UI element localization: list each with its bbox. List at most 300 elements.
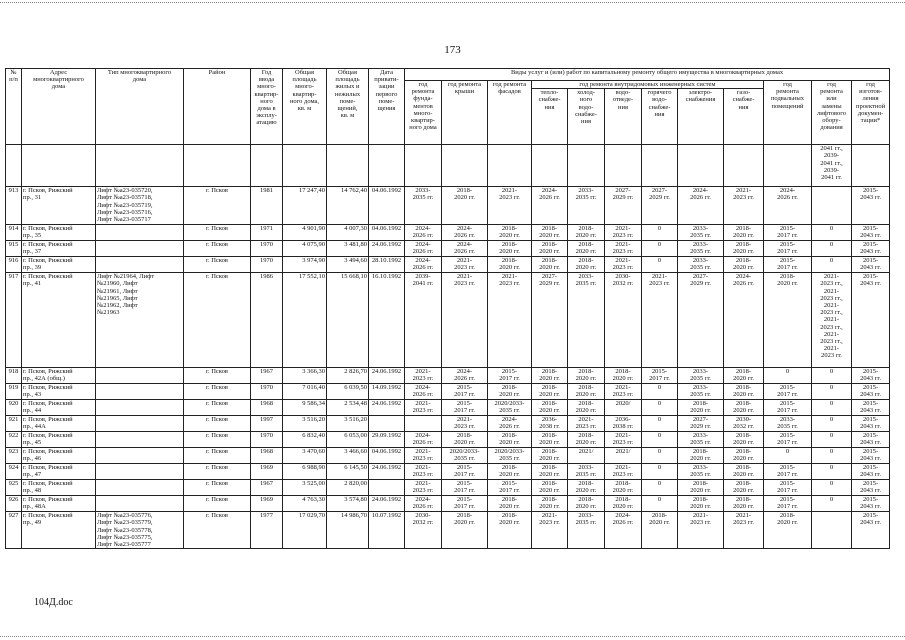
cell-roof: 2024- 2026 гг.: [442, 368, 488, 384]
header-living-area: Общая площадь жилых и нежилых поме- щений, кв. м: [327, 69, 369, 145]
cell-district: г. Псков: [184, 400, 251, 416]
cell-hot-water: 0: [642, 416, 678, 432]
cell-heat: 2018- 2020 гг.: [532, 384, 568, 400]
cell-type: [96, 241, 184, 257]
cell-living-area: 3 481,80: [327, 241, 369, 257]
cell-heat: 2036- 2038 гг.: [532, 416, 568, 432]
cell-address: г. Псков, Рижский пр., 39: [22, 257, 96, 273]
cell-electric: 2018- 2020 гг.: [678, 448, 724, 464]
cell-basement: 2018- 2020 гг.: [764, 512, 812, 549]
cell-basement: 2015- 2017 гг.: [764, 464, 812, 480]
cell-gas: 2018- 2020 гг.: [724, 225, 764, 241]
cell-district: г. Псков: [184, 273, 251, 368]
cell-hot-water: 0: [642, 464, 678, 480]
cell-cold-water: 2018- 2020 гг.: [568, 368, 605, 384]
cell-district: г. Псков: [184, 432, 251, 448]
cell-basement: 2015- 2017 гг.: [764, 241, 812, 257]
cell-heat: 2018- 2020 гг.: [532, 225, 568, 241]
cell-num: 925: [6, 480, 22, 496]
cell-foundation: 2021- 2023 гг.: [405, 400, 442, 416]
cell-type: [96, 257, 184, 273]
cell-docs: 2015- 2043 гг.: [852, 187, 890, 225]
cell-type: [96, 448, 184, 464]
cell-foundation: 2021- 2023 гг.: [405, 480, 442, 496]
cell-num: 921: [6, 416, 22, 432]
cell-priv-date: 24.06.1992: [369, 400, 405, 416]
cell-living-area: 2 826,70: [327, 368, 369, 384]
header-docs: год изготов- ления проектной докумен- тации*: [852, 81, 890, 145]
cell-num: 918: [6, 368, 22, 384]
cell-total-area: 3 470,60: [283, 448, 327, 464]
cell-foundation: 2039- 2041 гг.: [405, 273, 442, 368]
cell-type: Лифт №а23-035776, Лифт №а23-035779, Лифт №а23-035778, Лифт №а23-035775, Лифт №а23-035777: [96, 512, 184, 549]
cell-elevator: 0: [812, 432, 852, 448]
header-heat: тепло- снабже- ния: [532, 89, 568, 145]
cell-drainage: 2018- 2020 гг.: [605, 368, 642, 384]
cell-living-area: 2 820,00: [327, 480, 369, 496]
cell-roof: 2015- 2017 гг.: [442, 496, 488, 512]
cell-roof: 2024- 2026 гг.: [442, 241, 488, 257]
cell-type: [96, 368, 184, 384]
header-roof: год ремонта крыши: [442, 81, 488, 145]
cell-district: г. Псков: [184, 512, 251, 549]
cell-address: г. Псков, Рижский пр., 49: [22, 512, 96, 549]
cell-elevator: 0: [812, 416, 852, 432]
cell-address: г. Псков, Рижский пр., 47: [22, 464, 96, 480]
cell-living-area: 6 145,50: [327, 464, 369, 480]
cell-heat: 2018- 2020 гг.: [532, 464, 568, 480]
cell-gas: 2018- 2020 гг.: [724, 464, 764, 480]
cell-address: г. Псков, Рижский пр., 43: [22, 384, 96, 400]
cell-facade: 2020/2033- 2035 гг.: [488, 448, 532, 464]
cell-year: 1970: [251, 384, 283, 400]
cell-priv-date: 10.07.1992: [369, 512, 405, 549]
cell-foundation: 2030- 2032 гг.: [405, 512, 442, 549]
cell-drainage: 2021- 2023 гг.: [605, 257, 642, 273]
header-hot-water: горячего водо- снабже- ния: [642, 89, 678, 145]
cell-elevator: 0: [812, 480, 852, 496]
cell-basement: 2015- 2017 гг.: [764, 225, 812, 241]
cell-gas: 2021- 2023 гг.: [724, 512, 764, 549]
cell-facade: 2018- 2020 гг.: [488, 257, 532, 273]
cell-priv-date: 04.06.1992: [369, 225, 405, 241]
cell-type: [96, 464, 184, 480]
table-row: [6, 448, 890, 464]
cell-elevator: 0: [812, 241, 852, 257]
cell-heat: 2021- 2023 гг.: [532, 512, 568, 549]
header-electric: электро- снабжения: [678, 89, 724, 145]
header-privatization-date: Дата привати- зации первого поме- щения: [369, 69, 405, 145]
cell-facade: 2018- 2020 гг.: [488, 496, 532, 512]
cell-hot-water: 0: [642, 432, 678, 448]
cell-electric: 2033- 2035 гг.: [678, 241, 724, 257]
scan-edge-top: [0, 2, 905, 3]
cell-year: 1997: [251, 416, 283, 432]
continuation-elevator-cell: 2041 гг., 2039- 2041 гг., 2039- 2041 гг.: [812, 145, 852, 187]
cell-total-area: 3 974,90: [283, 257, 327, 273]
cell-district: г. Псков: [184, 225, 251, 241]
cell-living-area: 3 574,80: [327, 496, 369, 512]
cell-drainage: 2018- 2020 гг.: [605, 480, 642, 496]
cell-district: г. Псков: [184, 496, 251, 512]
cell-year: 1977: [251, 512, 283, 549]
cell-cold-water: 2033- 2035 гг.: [568, 187, 605, 225]
cell-address: г. Псков, Рижский пр., 41: [22, 273, 96, 368]
cell-cold-water: 2018- 2020 гг.: [568, 400, 605, 416]
table-row: [6, 368, 890, 384]
cell-priv-date: 24.06.1992: [369, 241, 405, 257]
cell-living-area: 3 516,20: [327, 416, 369, 432]
cell-district: г. Псков: [184, 480, 251, 496]
table-row: [6, 432, 890, 448]
cell-heat: 2018- 2020 гг.: [532, 400, 568, 416]
table-row: [6, 464, 890, 480]
cell-docs: 2015- 2043 гг.: [852, 257, 890, 273]
cell-electric: 2033- 2035 гг.: [678, 384, 724, 400]
cell-basement: 2015- 2017 гг.: [764, 432, 812, 448]
cell-address: г. Псков, Рижский пр., 48А: [22, 496, 96, 512]
cell-basement: 2015- 2017 гг.: [764, 496, 812, 512]
cell-district: г. Псков: [184, 241, 251, 257]
cell-foundation: 2024- 2026 гг.: [405, 225, 442, 241]
cell-foundation: 2024- 2026 гг.: [405, 241, 442, 257]
cell-hot-water: 2021- 2023 гг.: [642, 273, 678, 368]
cell-gas: 2018- 2020 гг.: [724, 257, 764, 273]
cell-docs: 2015- 2043 гг.: [852, 273, 890, 368]
cell-facade: 2018- 2020 гг.: [488, 512, 532, 549]
cell-hot-water: 0: [642, 400, 678, 416]
cell-docs: 2015- 2043 гг.: [852, 464, 890, 480]
header-gas: газо- снабже- ния: [724, 89, 764, 145]
cell-roof: 2020/2033- 2035 гг.: [442, 448, 488, 464]
header-facade: год ремонта фасадов: [488, 81, 532, 145]
cell-year: 1968: [251, 400, 283, 416]
cell-year: 1968: [251, 448, 283, 464]
cell-elevator: 0: [812, 368, 852, 384]
header-district: Район: [184, 69, 251, 145]
cell-heat: 2027- 2029 гг.: [532, 273, 568, 368]
cell-total-area: 7 016,40: [283, 384, 327, 400]
cell-roof: 2018- 2020 гг.: [442, 187, 488, 225]
cell-roof: 2015- 2017 гг.: [442, 480, 488, 496]
cell-docs: 2015- 2043 гг.: [852, 432, 890, 448]
cell-priv-date: [369, 480, 405, 496]
cell-total-area: 4 075,90: [283, 241, 327, 257]
cell-gas: 2021- 2023 гг.: [724, 187, 764, 225]
cell-electric: 2033- 2035 гг.: [678, 432, 724, 448]
cell-cold-water: 2021- 2023 гг.: [568, 416, 605, 432]
cell-docs: 2015- 2043 гг.: [852, 368, 890, 384]
cell-drainage: 2018- 2020 гг.: [605, 496, 642, 512]
cell-living-area: 15 668,10: [327, 273, 369, 368]
table-row: [6, 512, 890, 549]
cell-facade: 2015- 2017 гг.: [488, 368, 532, 384]
cell-address: г. Псков, Рижский пр., 44: [22, 400, 96, 416]
cell-basement: 2015- 2017 гг.: [764, 384, 812, 400]
cell-facade: 2024- 2026 гг.: [488, 416, 532, 432]
cell-electric: 2027- 2029 гг.: [678, 273, 724, 368]
cell-cold-water: 2021/: [568, 448, 605, 464]
header-basement: год ремонта подвальных помещений: [764, 81, 812, 145]
table-row: [6, 187, 890, 225]
cell-elevator: 0: [812, 496, 852, 512]
cell-total-area: 3 525,00: [283, 480, 327, 496]
cell-district: г. Псков: [184, 448, 251, 464]
cell-roof: 2021- 2023 гг.: [442, 257, 488, 273]
cell-drainage: 2021- 2023 гг.: [605, 225, 642, 241]
cell-drainage: 2030- 2032 гг.: [605, 273, 642, 368]
cell-heat: 2024- 2026 гг.: [532, 187, 568, 225]
cell-type: [96, 496, 184, 512]
cell-basement: 2015- 2017 гг.: [764, 400, 812, 416]
header-engineering-group: год ремонта внутридомовых инженерных систем: [532, 81, 764, 89]
cell-num: 914: [6, 225, 22, 241]
cell-foundation: 2024- 2026 гг.: [405, 257, 442, 273]
cell-type: [96, 432, 184, 448]
cell-total-area: 17 029,70: [283, 512, 327, 549]
cell-total-area: 17 552,10: [283, 273, 327, 368]
cell-docs: 2015- 2043 гг.: [852, 448, 890, 464]
cell-docs: 2015- 2043 гг.: [852, 400, 890, 416]
cell-basement: 2015- 2017 гг.: [764, 257, 812, 273]
cell-priv-date: 24.06.1992: [369, 496, 405, 512]
cell-priv-date: 14.09.1992: [369, 384, 405, 400]
cell-total-area: 3 516,20: [283, 416, 327, 432]
cell-elevator: 0: [812, 400, 852, 416]
cell-facade: 2018- 2020 гг.: [488, 225, 532, 241]
cell-docs: 2015- 2043 гг.: [852, 416, 890, 432]
cell-electric: 2033- 2035 гг.: [678, 257, 724, 273]
cell-total-area: 6 988,90: [283, 464, 327, 480]
cell-num: 917: [6, 273, 22, 368]
cell-basement: 2033- 2035 гг.: [764, 416, 812, 432]
cell-priv-date: 04.06.1992: [369, 187, 405, 225]
cell-living-area: 14 762,40: [327, 187, 369, 225]
cell-priv-date: [369, 416, 405, 432]
cell-facade: 2018- 2020 гг.: [488, 464, 532, 480]
cell-elevator: 0: [812, 257, 852, 273]
cell-heat: 2018- 2020 гг.: [532, 368, 568, 384]
cell-type: Лифт №21964, Лифт №21960, Лифт №21961, Лифт №21965, Лифт №21962, Лифт №21963: [96, 273, 184, 368]
cell-docs: 2015- 2043 гг.: [852, 512, 890, 549]
cell-facade: 2020/2033- 2035 гг.: [488, 400, 532, 416]
cell-foundation: 2033- 2035 гг.: [405, 187, 442, 225]
cell-electric: 2033- 2035 гг.: [678, 464, 724, 480]
cell-num: 923: [6, 448, 22, 464]
cell-living-area: 6 053,00: [327, 432, 369, 448]
cell-year: 1969: [251, 496, 283, 512]
cell-type: [96, 225, 184, 241]
table-row: [6, 480, 890, 496]
cell-num: 926: [6, 496, 22, 512]
cell-cold-water: 2033- 2035 гг.: [568, 273, 605, 368]
cell-gas: 2018- 2020 гг.: [724, 432, 764, 448]
cell-foundation: 2024- 2026 гг.: [405, 432, 442, 448]
cell-docs: 2015- 2043 гг.: [852, 241, 890, 257]
cell-drainage: 2027- 2029 гг.: [605, 187, 642, 225]
cell-address: г. Псков, Рижский пр., 42А (общ.): [22, 368, 96, 384]
cell-basement: 0: [764, 448, 812, 464]
cell-district: г. Псков: [184, 187, 251, 225]
cell-num: 924: [6, 464, 22, 480]
cell-hot-water: 0: [642, 448, 678, 464]
cell-gas: 2018- 2020 гг.: [724, 241, 764, 257]
cell-hot-water: 2018- 2020 гг.: [642, 512, 678, 549]
cell-hot-water: 0: [642, 225, 678, 241]
cell-electric: 2018- 2020 гг.: [678, 496, 724, 512]
page-number: 173: [444, 44, 461, 56]
cell-district: г. Псков: [184, 368, 251, 384]
table-row: [6, 400, 890, 416]
header-foundation: год ремонта фунда- ментов много- квартир- ного дома: [405, 81, 442, 145]
cell-total-area: 6 832,40: [283, 432, 327, 448]
footer-filename: 104Д.doc: [34, 597, 73, 608]
cell-cold-water: 2018- 2020 гг.: [568, 384, 605, 400]
cell-district: г. Псков: [184, 257, 251, 273]
cell-hot-water: 0: [642, 480, 678, 496]
table-row: [6, 273, 890, 368]
cell-living-area: 3 466,60: [327, 448, 369, 464]
table-row: [6, 496, 890, 512]
cell-year: 1981: [251, 187, 283, 225]
cell-elevator: 2021- 2023 гг., 2021- 2023 гг., 2021- 2023 гг., 2021- 2023 гг., 2021- 2023 гг., 2021- 2023 гг.: [812, 273, 852, 368]
cell-drainage: 2024- 2026 гг.: [605, 512, 642, 549]
cell-roof: 2018- 2020 гг.: [442, 432, 488, 448]
cell-cold-water: 2018- 2020 гг.: [568, 225, 605, 241]
cell-cold-water: 2018- 2020 гг.: [568, 496, 605, 512]
cell-priv-date: 24.06.1992: [369, 368, 405, 384]
cell-foundation: 2021- 2023 гг.: [405, 464, 442, 480]
cell-address: г. Псков, Рижский пр., 46: [22, 448, 96, 464]
cell-hot-water: 0: [642, 241, 678, 257]
cell-district: г. Псков: [184, 384, 251, 400]
cell-foundation: [405, 416, 442, 432]
cell-electric: 2024- 2026 гг.: [678, 187, 724, 225]
cell-heat: 2018- 2020 гг.: [532, 257, 568, 273]
cell-foundation: 2024- 2026 гг.: [405, 384, 442, 400]
cell-address: г. Псков, Рижский пр., 35: [22, 225, 96, 241]
cell-elevator: [812, 187, 852, 225]
cell-priv-date: 28.10.1992: [369, 257, 405, 273]
cell-roof: 2015- 2017 гг.: [442, 384, 488, 400]
header-year: Год ввода много- квартир- ного дома в эксплу- атацию: [251, 69, 283, 145]
cell-year: 1970: [251, 241, 283, 257]
cell-drainage: 2021- 2023 гг.: [605, 241, 642, 257]
scan-edge-bottom: [0, 636, 905, 637]
cell-type: [96, 416, 184, 432]
cell-docs: 2015- 2043 гг.: [852, 480, 890, 496]
cell-year: 1967: [251, 480, 283, 496]
cell-total-area: 4 763,30: [283, 496, 327, 512]
continuation-row: [6, 145, 890, 187]
cell-type: Лифт №а23-035720, Лифт №а23-035718, Лифт №а23-035719, Лифт №а23-035716, Лифт №а23-035717: [96, 187, 184, 225]
register-table: [5, 68, 890, 549]
cell-total-area: 17 247,40: [283, 187, 327, 225]
cell-living-area: 3 494,60: [327, 257, 369, 273]
cell-gas: 2018- 2020 гг.: [724, 368, 764, 384]
cell-facade: 2021- 2023 гг.: [488, 273, 532, 368]
cell-basement: 2024- 2026 гг.: [764, 187, 812, 225]
cell-type: [96, 480, 184, 496]
cell-priv-date: 24.06.1992: [369, 464, 405, 480]
cell-gas: 2018- 2020 гг.: [724, 480, 764, 496]
cell-address: г. Псков, Рижский пр., 45: [22, 432, 96, 448]
cell-num: 916: [6, 257, 22, 273]
cell-district: г. Псков: [184, 416, 251, 432]
table-row: [6, 225, 890, 241]
cell-address: г. Псков, Рижский пр., 48: [22, 480, 96, 496]
cell-roof: 2021- 2023 гг.: [442, 416, 488, 432]
cell-basement: 0: [764, 368, 812, 384]
cell-docs: 2015- 2043 гг.: [852, 496, 890, 512]
cell-basement: 2018- 2020 гг.: [764, 273, 812, 368]
cell-year: 1967: [251, 368, 283, 384]
cell-gas: 2024- 2026 гг.: [724, 273, 764, 368]
cell-num: 915: [6, 241, 22, 257]
cell-drainage: 2021- 2023 гг.: [605, 464, 642, 480]
cell-heat: 2018- 2020 гг.: [532, 496, 568, 512]
cell-gas: 2018- 2020 гг.: [724, 384, 764, 400]
cell-hot-water: 2015- 2017 гг.: [642, 368, 678, 384]
header-works-group: Виды услуг и (или) работ по капитальному ремонту общего имущества в многоквартирных домах: [405, 69, 890, 81]
cell-elevator: [812, 512, 852, 549]
cell-gas: 2030- 2032 гг.: [724, 416, 764, 432]
cell-living-area: 6 039,50: [327, 384, 369, 400]
header-address: Адрес многоквартирного дома: [22, 69, 96, 145]
cell-foundation: 2021- 2023 гг.: [405, 448, 442, 464]
cell-type: [96, 384, 184, 400]
cell-heat: 2018- 2020 гг.: [532, 432, 568, 448]
cell-living-area: 14 986,70: [327, 512, 369, 549]
header-drainage: водо- отведе- ния: [605, 89, 642, 145]
table-row: [6, 384, 890, 400]
cell-priv-date: 04.06.1992: [369, 448, 405, 464]
cell-address: г. Псков, Рижский пр., 44А: [22, 416, 96, 432]
cell-hot-water: 0: [642, 496, 678, 512]
cell-total-area: 9 586,34: [283, 400, 327, 416]
cell-foundation: 2024- 2026 гг.: [405, 496, 442, 512]
cell-living-area: 4 007,30: [327, 225, 369, 241]
cell-elevator: 0: [812, 448, 852, 464]
cell-electric: 2021- 2023 гг.: [678, 512, 724, 549]
cell-electric: 2018- 2020 гг.: [678, 480, 724, 496]
cell-gas: 2018- 2020 гг.: [724, 496, 764, 512]
table-row: [6, 241, 890, 257]
cell-total-area: 3 366,30: [283, 368, 327, 384]
cell-cold-water: 2018- 2020 гг.: [568, 241, 605, 257]
cell-drainage: 2021- 2023 гг.: [605, 384, 642, 400]
cell-electric: 2033- 2035 гг.: [678, 225, 724, 241]
header-cold-water: холод- ного водо- снабже- ния: [568, 89, 605, 145]
cell-roof: 2021- 2023 гг.: [442, 273, 488, 368]
cell-electric: 2027- 2029 гг.: [678, 416, 724, 432]
cell-year: 1970: [251, 432, 283, 448]
header-total-area: Общая площадь много- квартир- ного дома, кв. м: [283, 69, 327, 145]
table-row: [6, 416, 890, 432]
cell-roof: 2015- 2017 гг.: [442, 400, 488, 416]
cell-heat: 2018- 2020 гг.: [532, 448, 568, 464]
cell-electric: 2018- 2020 гг.: [678, 400, 724, 416]
cell-foundation: 2021- 2023 гг.: [405, 368, 442, 384]
header-type: Тип многоквартирного дома: [96, 69, 184, 145]
cell-year: 1986: [251, 273, 283, 368]
cell-electric: 2033- 2035 гг.: [678, 368, 724, 384]
cell-elevator: 0: [812, 384, 852, 400]
cell-docs: 2015- 2043 гг.: [852, 384, 890, 400]
cell-total-area: 4 901,90: [283, 225, 327, 241]
cell-basement: 2015- 2017 гг.: [764, 480, 812, 496]
cell-type: [96, 400, 184, 416]
